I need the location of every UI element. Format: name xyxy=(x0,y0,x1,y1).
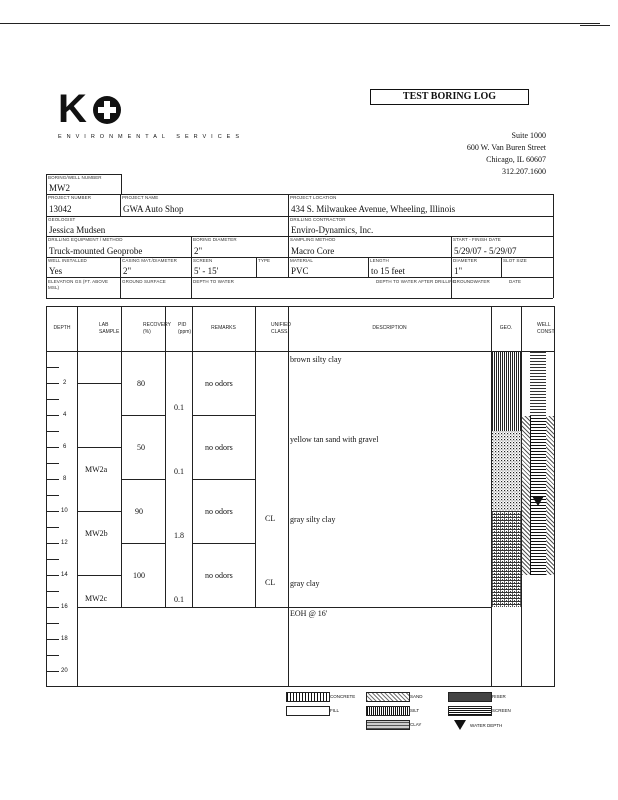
material: PVC xyxy=(291,266,309,276)
sampling-method: Macro Core xyxy=(291,246,335,256)
depth-label: 14 xyxy=(61,572,68,578)
well-sand-pack xyxy=(522,416,530,575)
boring-number: MW2 xyxy=(49,183,70,193)
field-label: SLOT SIZE xyxy=(503,258,527,263)
screen: 5' - 15' xyxy=(194,266,219,276)
depth-label: 20 xyxy=(61,668,68,674)
col-header-pid: PID (ppm) xyxy=(178,322,192,335)
pid-value: 0.1 xyxy=(174,403,184,412)
field-label: PROJECT NUMBER xyxy=(48,195,92,200)
logo-letter: K xyxy=(58,87,87,131)
col-header-well-construction: WELL CONST. xyxy=(537,322,556,335)
recovery-value: 100 xyxy=(133,571,145,580)
start-finish-date: 5/29/07 - 5/29/07 xyxy=(454,246,517,256)
field-label: DEPTH TO WATER AFTER DRILLING xyxy=(376,279,457,284)
legend-concrete-swatch xyxy=(286,692,330,702)
header-form xyxy=(46,174,553,298)
col-header-depth: DEPTH xyxy=(53,325,71,331)
diameter: 1" xyxy=(454,266,463,276)
address-line: Chicago, IL 60607 xyxy=(486,155,546,164)
pid-value: 1.8 xyxy=(174,531,184,540)
field-label: SAMPLING METHOD xyxy=(290,237,336,242)
project-location: 434 S. Milwaukee Avenue, Wheeling, Illinois xyxy=(291,204,456,214)
water-depth-icon xyxy=(532,496,544,506)
depth-label: 18 xyxy=(61,636,68,642)
legend-fill-swatch xyxy=(286,706,330,716)
boring-log-table xyxy=(46,306,555,687)
lab-sample-value: MW2b xyxy=(85,529,108,538)
legend-sand-label: SAND xyxy=(410,694,423,699)
legend xyxy=(286,692,536,732)
field-label: BORING/WELL NUMBER xyxy=(48,175,102,180)
col-header-remarks: REMARKS xyxy=(211,325,236,331)
legend-concrete-label: CONCRETE xyxy=(330,694,356,699)
legend-clay-swatch xyxy=(366,720,410,730)
recovery-value: 90 xyxy=(135,507,143,516)
lab-sample-value: MW2a xyxy=(85,465,108,474)
field-label: DEPTH TO WATER xyxy=(193,279,234,284)
field-label: DRILLING EQUIPMENT / METHOD xyxy=(48,237,123,242)
remarks-value: no odors xyxy=(205,571,233,580)
field-label: START - FINISH DATE xyxy=(453,237,501,242)
pid-value: 0.1 xyxy=(174,595,184,604)
company-tagline: ENVIRONMENTAL SERVICES xyxy=(58,134,244,140)
lab-sample-value: MW2c xyxy=(85,594,108,603)
legend-riser-swatch xyxy=(448,692,492,702)
length: to 15 feet xyxy=(371,266,405,276)
remarks-value: no odors xyxy=(205,443,233,452)
project-number: 13042 xyxy=(49,204,72,214)
well-sand-pack xyxy=(546,416,554,575)
field-label: CASING MAT./DIAMETER xyxy=(122,258,177,263)
depth-label: 12 xyxy=(61,540,68,546)
field-label: WELL INSTALLED xyxy=(48,258,87,263)
remarks-value: no odors xyxy=(205,507,233,516)
water-depth-legend-icon xyxy=(454,720,466,730)
legend-water-depth-label: WATER DEPTH xyxy=(470,723,503,728)
description-value: brown silty clay xyxy=(290,355,342,364)
depth-label: 10 xyxy=(61,508,68,514)
uscs-value: CL xyxy=(265,514,276,523)
well-construction-column xyxy=(522,352,554,607)
depth-label: 8 xyxy=(63,476,67,482)
field-label: PROJECT LOCATION xyxy=(290,195,337,200)
pid-value: 0.1 xyxy=(174,467,184,476)
scan-line xyxy=(0,23,600,24)
address-line: 600 W. Van Buren Street xyxy=(466,143,546,152)
field-label: GROUNDWATER xyxy=(453,279,490,284)
project-name: GWA Auto Shop xyxy=(123,204,184,214)
recovery-value: 50 xyxy=(137,443,145,452)
legend-riser-label: RISER xyxy=(492,694,506,699)
remarks-value: no odors xyxy=(205,379,233,388)
legend-silt-label: SILT xyxy=(410,708,420,713)
legend-sand-swatch xyxy=(366,692,410,702)
field-label: LENGTH xyxy=(370,258,389,263)
drilling-equipment: Truck-mounted Geoprobe xyxy=(49,246,143,256)
description-value: gray clay xyxy=(290,579,320,588)
field-label: GROUND SURFACE xyxy=(122,279,166,284)
well-installed: Yes xyxy=(49,266,63,276)
address-block xyxy=(467,130,546,178)
geo-column-patterns xyxy=(492,352,521,607)
field-label: DIAMETER xyxy=(453,258,478,263)
boring-diameter: 2" xyxy=(194,246,203,256)
recovery-value: 80 xyxy=(137,379,145,388)
legend-silt-swatch xyxy=(366,706,410,716)
col-header-description: DESCRIPTION xyxy=(372,325,407,331)
depth-label: 6 xyxy=(63,444,67,450)
casing: 2" xyxy=(123,266,132,276)
field-label: ELEVATION GS (FT. ABOVE MSL) xyxy=(48,279,109,290)
company-logo xyxy=(58,87,128,131)
col-header-geo: GEO. xyxy=(499,325,513,331)
legend-fill-label: FILL xyxy=(330,708,340,713)
field-label: SCREEN xyxy=(193,258,213,263)
field-label: DATE xyxy=(509,279,522,284)
scan-line xyxy=(580,25,610,26)
field-label: TYPE xyxy=(258,258,271,263)
description-value: gray silty clay xyxy=(290,515,336,524)
field-label: DRILLING CONTRACTOR xyxy=(290,217,346,222)
description-value: EOH @ 16' xyxy=(290,609,328,618)
col-header-recovery: RECOVERY (%) xyxy=(143,322,171,335)
contractor: Enviro-Dynamics, Inc. xyxy=(291,225,374,235)
description-value: yellow tan sand with gravel xyxy=(290,435,379,444)
col-header-unified-class: UNIFIED CLASS. xyxy=(271,322,291,335)
depth-label: 4 xyxy=(63,412,67,418)
log-title: TEST BORING LOG xyxy=(402,91,497,102)
depth-label: 2 xyxy=(63,380,67,386)
legend-clay-label: CLAY xyxy=(410,722,422,727)
legend-screen-swatch xyxy=(448,706,492,716)
field-label: GEOLOGIST xyxy=(48,217,76,222)
field-label: MATERIAL xyxy=(290,258,313,263)
legend-screen-label: SCREEN xyxy=(492,708,511,713)
field-label: BORING DIAMETER xyxy=(193,237,237,242)
field-label: PROJECT NAME xyxy=(122,195,159,200)
address-line: 312.207.1600 xyxy=(502,167,546,176)
logo-plus-icon xyxy=(92,95,122,125)
well-riser xyxy=(530,352,546,416)
address-line: Suite 1000 xyxy=(511,131,546,140)
geologist: Jessica Mudsen xyxy=(49,225,106,235)
log-title-box xyxy=(370,89,529,105)
uscs-value: CL xyxy=(265,578,276,587)
depth-label: 16 xyxy=(61,604,68,610)
col-header-lab-sample: LAB SAMPLE xyxy=(99,322,120,335)
